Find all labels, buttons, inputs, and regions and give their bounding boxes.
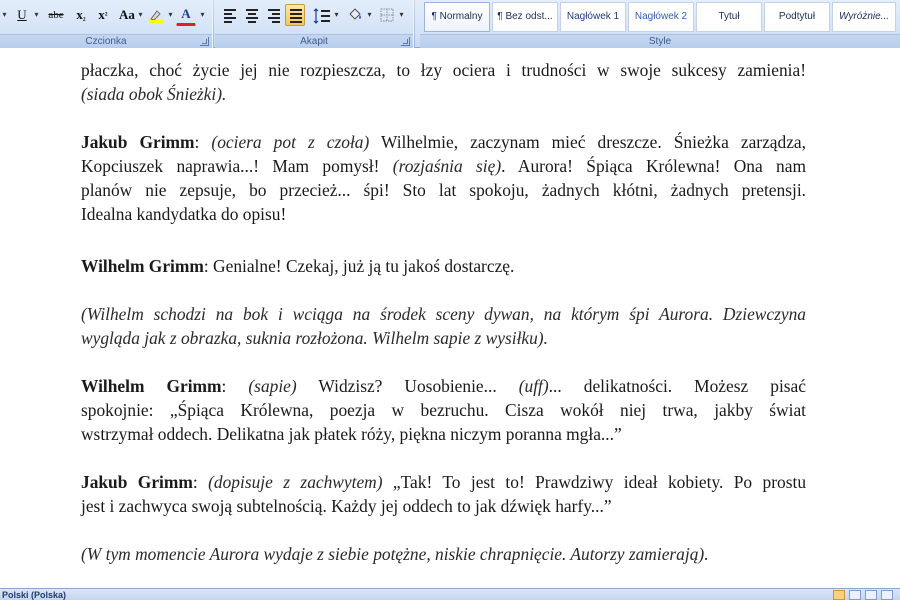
superscript-label: x bbox=[98, 7, 105, 22]
font-group bbox=[0, 0, 212, 48]
style-heading-1[interactable]: Nagłówek 1 bbox=[560, 2, 626, 32]
paragraph-line: jest i zachwyca swoją subtelnością. Każdy jej oddech to jak dźwięk harfy...” bbox=[81, 496, 612, 516]
borders-dropdown-arrow[interactable]: ▾ bbox=[399, 10, 404, 19]
borders-button[interactable] bbox=[377, 4, 397, 26]
font-color-button[interactable]: A bbox=[176, 4, 196, 26]
align-center-button[interactable] bbox=[241, 4, 261, 26]
font-group-label: Czcionka bbox=[0, 34, 212, 48]
paragraph-group bbox=[215, 0, 413, 48]
font-dialog-launcher-icon[interactable] bbox=[200, 37, 209, 46]
style-title[interactable]: Tytuł bbox=[696, 2, 762, 32]
styles-gallery bbox=[420, 0, 900, 48]
change-case-button[interactable]: Aa bbox=[119, 7, 135, 22]
subscript-mark: ₂ bbox=[82, 11, 86, 21]
paragraph-3 bbox=[81, 254, 806, 278]
styles-group-label: Style bbox=[420, 34, 900, 48]
paragraph-line bbox=[81, 130, 806, 154]
paragraph-group-label: Akapit bbox=[215, 34, 413, 48]
paragraph-line bbox=[81, 374, 806, 398]
speaker-name: Wilhelm Grimm bbox=[81, 376, 222, 396]
outline-view-icon[interactable] bbox=[881, 590, 893, 600]
group-separator bbox=[413, 0, 415, 48]
dialogue-text: Kopciuszek naprawia...! Mam pomysł! bbox=[81, 156, 393, 176]
group-separator bbox=[212, 0, 214, 48]
line-spacing-icon bbox=[313, 8, 331, 24]
paragraph-2 bbox=[81, 130, 806, 226]
paragraph-line: płaczka, choć życie jej nie rozpieszcza, to łzy ociera i trudności w swoje sukcesy zamienia! bbox=[81, 60, 806, 80]
shading-dropdown-arrow[interactable]: ▾ bbox=[367, 10, 372, 19]
align-right-icon bbox=[268, 9, 280, 25]
highlighter-icon bbox=[148, 7, 164, 23]
speaker-name: Jakub Grimm bbox=[81, 472, 193, 492]
style-no-spacing[interactable]: ¶ Bez odst... bbox=[492, 2, 558, 32]
paragraph-6 bbox=[81, 470, 806, 518]
paragraph-1 bbox=[81, 58, 806, 106]
dialogue-text: : Genialne! Czekaj, już ją tu jakoś dostarczę. bbox=[203, 256, 515, 276]
stage-direction: (siada obok Śnieżki). bbox=[81, 84, 227, 104]
shading-button[interactable] bbox=[345, 4, 365, 26]
paint-bucket-icon bbox=[347, 7, 363, 23]
dialogue-text: . Aurora! Śpiąca Królewna! Ona nam bbox=[501, 156, 806, 176]
style-subtitle[interactable]: Podtytuł bbox=[764, 2, 830, 32]
highlight-dropdown-arrow[interactable]: ▾ bbox=[168, 10, 173, 19]
font-color-dropdown-arrow[interactable]: ▾ bbox=[200, 10, 205, 19]
paragraph-line bbox=[81, 470, 806, 494]
change-case-dropdown-arrow[interactable]: ▾ bbox=[138, 10, 143, 19]
document-page[interactable] bbox=[0, 48, 900, 588]
language-indicator[interactable]: Polski (Polska) bbox=[2, 590, 67, 600]
dialogue-text: „Tak! To jest to! Prawdziwy ideał kobiety. Po prostu bbox=[382, 472, 807, 492]
stage-direction: (sapie) bbox=[248, 376, 297, 396]
borders-icon bbox=[380, 8, 394, 22]
stage-direction: (uff) bbox=[518, 376, 549, 396]
colon: : bbox=[194, 132, 212, 152]
underline-button[interactable]: U bbox=[17, 7, 27, 22]
stage-direction: (rozjaśnia się) bbox=[392, 156, 502, 176]
justify-button[interactable] bbox=[285, 4, 305, 26]
web-layout-view-icon[interactable] bbox=[865, 590, 877, 600]
stage-direction: wygląda jak z obrazka, suknia rozłożona. Wilhelm sapie z wysiłku). bbox=[81, 328, 548, 348]
print-layout-view-icon[interactable] bbox=[833, 590, 845, 600]
align-center-icon bbox=[246, 9, 258, 25]
speaker-name: Jakub Grimm bbox=[81, 132, 195, 152]
superscript-mark: ² bbox=[104, 10, 108, 20]
paragraph-dialog-launcher-icon[interactable] bbox=[401, 37, 410, 46]
stage-direction: (ociera pot z czoła) bbox=[211, 132, 370, 152]
paragraph-4 bbox=[81, 302, 806, 350]
stage-direction: (Wilhelm schodzi na bok i wciąga na środek sceny dywan, na którym śpi Aurora. Dziewczyna bbox=[81, 304, 806, 324]
style-normal[interactable]: ¶ Normalny bbox=[424, 2, 490, 32]
colon: : bbox=[221, 376, 249, 396]
style-emphasis[interactable]: Wyróżnie... bbox=[832, 2, 896, 32]
paragraph-5 bbox=[81, 374, 806, 446]
justify-icon bbox=[290, 9, 302, 25]
font-size-dropdown-arrow[interactable]: ▾ bbox=[2, 10, 7, 19]
subscript-button[interactable] bbox=[70, 4, 92, 26]
stage-direction: (W tym momencie Aurora wydaje z siebie potężne, niskie chrapnięcie. Autorzy zamierają). bbox=[81, 544, 709, 564]
line-spacing-dropdown-arrow[interactable]: ▾ bbox=[334, 10, 339, 19]
align-left-icon bbox=[224, 9, 236, 25]
stage-direction: (dopisuje z zachwytem) bbox=[208, 472, 383, 492]
paragraph-line bbox=[81, 154, 806, 178]
strikethrough-button[interactable]: abe bbox=[48, 9, 64, 21]
paragraph-line: spokojnie: „Śpiąca Królewna, poezja w bezruchu. Cisza wokół niej trwa, jakby świat bbox=[81, 400, 806, 420]
full-screen-reading-view-icon[interactable] bbox=[849, 590, 861, 600]
dialogue-text: Wilhelmie, zaczynam mieć dreszcze. Śnieżka zarządza, bbox=[369, 132, 806, 152]
underline-dropdown-arrow[interactable]: ▾ bbox=[34, 10, 39, 19]
paragraph-line: planów nie zepsuje, bo przecież... śpi! Sto lat spokoju, żadnych kłótni, żadnych pretensji. bbox=[81, 180, 806, 200]
line-spacing-button[interactable] bbox=[312, 4, 332, 26]
style-heading-2[interactable]: Nagłówek 2 bbox=[628, 2, 694, 32]
paragraph-7 bbox=[81, 542, 806, 566]
colon: : bbox=[192, 472, 209, 492]
paragraph-line: Idealna kandydatka do opisu! bbox=[81, 204, 287, 224]
paragraph-line bbox=[81, 254, 806, 278]
ribbon bbox=[0, 0, 900, 48]
speaker-name: Wilhelm Grimm bbox=[81, 256, 204, 276]
align-left-button[interactable] bbox=[219, 4, 239, 26]
highlight-button[interactable] bbox=[146, 4, 166, 26]
dialogue-text: ... delikatności. Możesz pisać bbox=[548, 376, 806, 396]
align-right-button[interactable] bbox=[263, 4, 283, 26]
subscript-label: x bbox=[76, 7, 83, 22]
superscript-button[interactable] bbox=[92, 4, 114, 26]
status-bar bbox=[0, 588, 900, 600]
dialogue-text: Widzisz? Uosobienie... bbox=[296, 376, 519, 396]
paragraph-line: wstrzymał oddech. Delikatna jak płatek róży, piękna niczym poranna mgła...” bbox=[81, 424, 622, 444]
